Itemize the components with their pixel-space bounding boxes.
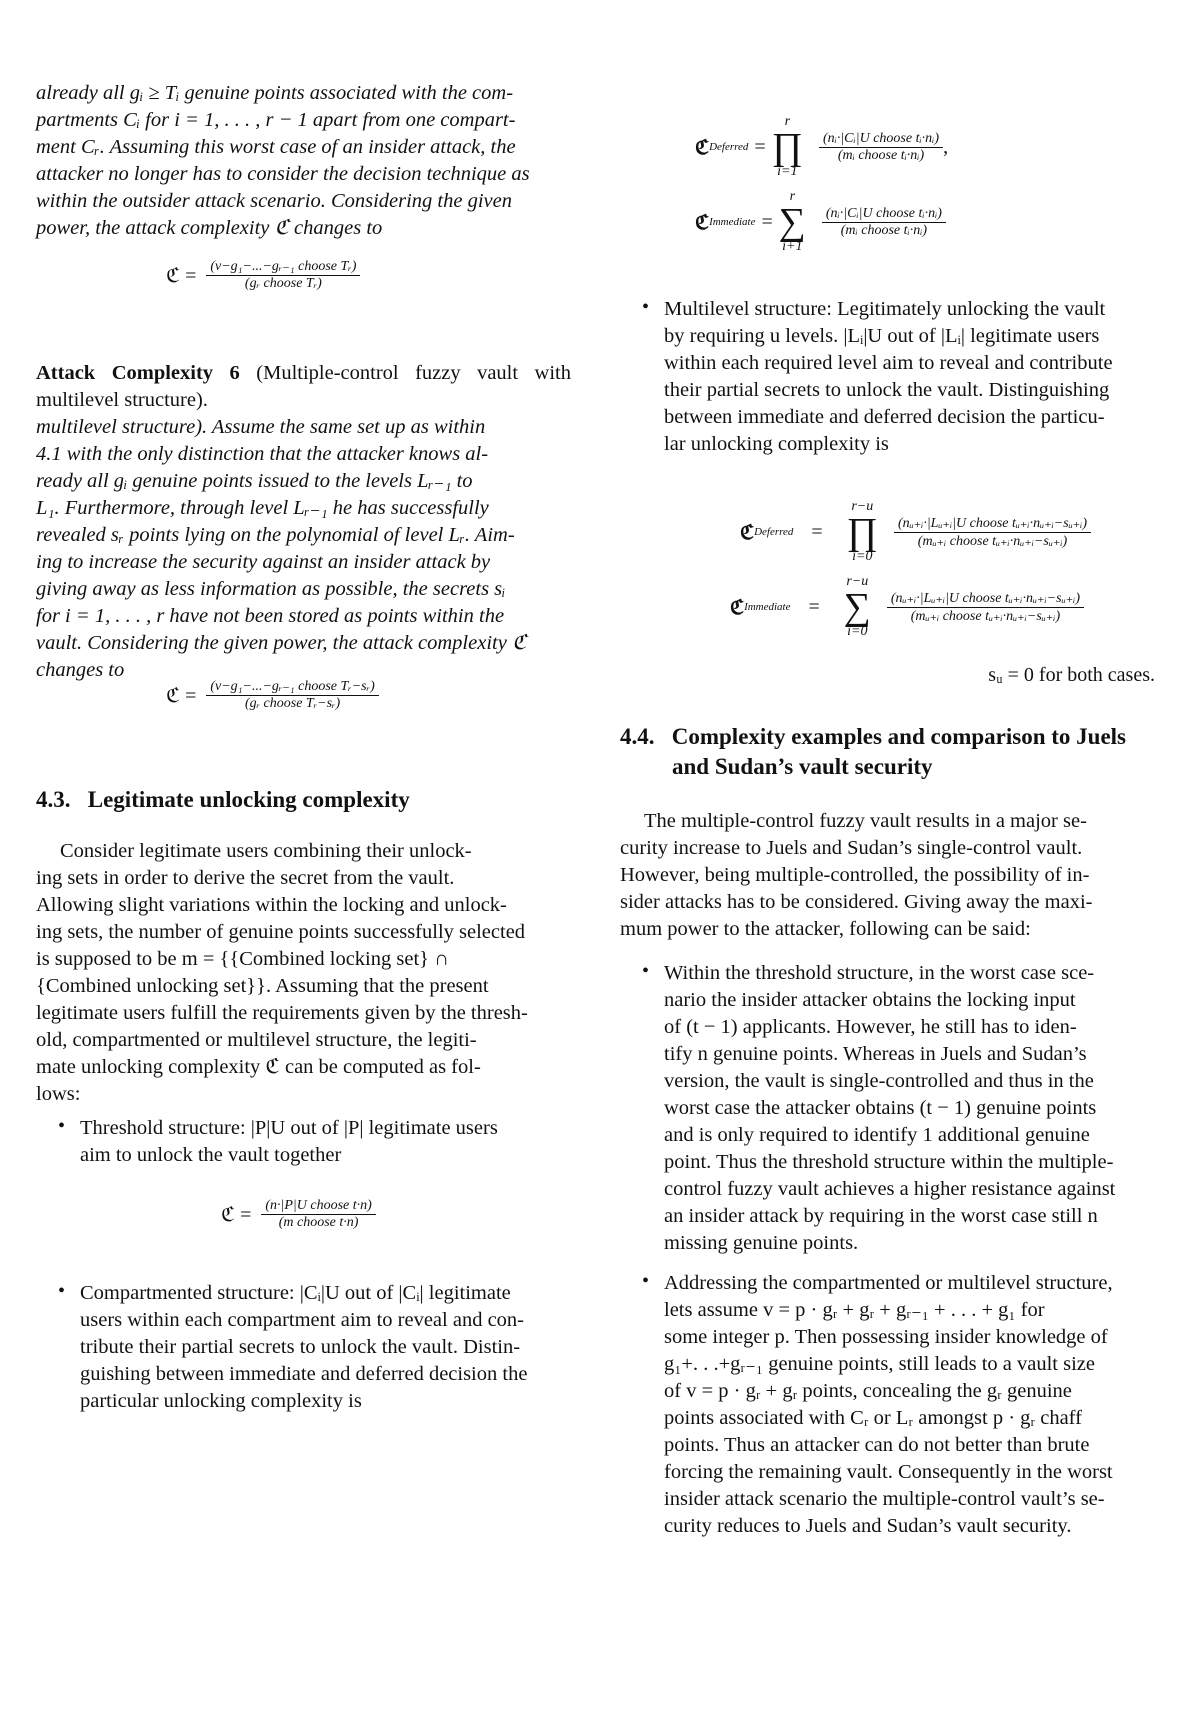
text-line: forcing the remaining vault. Consequently in the worst — [664, 1461, 1113, 1483]
text-line: some integer p. Then possessing insider knowledge of — [664, 1326, 1108, 1348]
numerator: (v−g₁−...−gᵣ₋₁ choose Tᵣ−sᵣ) — [210, 679, 375, 694]
section-heading-4-3 — [36, 785, 410, 815]
fraction — [822, 206, 946, 239]
denominator: (mᵤ₊ᵢ choose tᵤ₊ᵢ·nᵤ₊ᵢ−sᵤ₊ᵢ) — [910, 608, 1061, 624]
text-line: ing to increase the security against an insider attack by — [36, 551, 491, 573]
equation-multilevel-immediate: ℭ Immediate = r−u ∑ i=0 $\frac{\text{(nᵤ₊ᵢ·|Lᵤ₊ᵢ|U choose tᵤ₊ᵢ·nᵤ₊ᵢ−sᵤ₊ᵢ)}}{\text{(mᵤ₊ᵢ choose tᵤ₊ᵢ·nᵤ₊ᵢ−sᵤ₊ᵢ)}}$ — [730, 575, 1084, 639]
section-title-line: Complexity examples and comparison to Juels — [671, 724, 1126, 749]
product-operator — [772, 115, 803, 179]
text-line: lets assume v = p · gᵣ + gᵣ + gᵣ₋₁ + . . . + g₁ for — [664, 1299, 1045, 1321]
text-line: Consider legitimate users combining their unlock- — [60, 840, 472, 862]
equation-multilevel-deferred: ℭ Deferred = r−u ∏ i=0 $\frac{\text{(nᵤ₊ᵢ·|Lᵤ₊ᵢ|U choose tᵤ₊ᵢ·nᵤ₊ᵢ−sᵤ₊ᵢ)}}{\text{(mᵤ₊ᵢ choose tᵤ₊ᵢ·nᵤ₊ᵢ−sᵤ₊ᵢ)}}$ — [740, 500, 1091, 564]
text-line: ment Cᵣ. Assuming this worst case of an insider attack, the — [36, 136, 516, 158]
text-line: giving away as less information as possible, the secrets sᵢ — [36, 578, 506, 600]
text-line: Compartmented structure: |Cᵢ|U out of |Cᵢ| legitimate — [80, 1282, 511, 1304]
text-line — [36, 360, 571, 414]
text-line: between immediate and deferred decision the particu- — [664, 406, 1105, 428]
text-line: insider attack scenario the multiple-control vault’s se- — [664, 1488, 1105, 1510]
text-line: lar unlocking complexity is — [664, 433, 889, 455]
upper-limit: r — [784, 114, 791, 129]
text-line: Addressing the compartmented or multilevel structure, — [664, 1272, 1113, 1294]
numerator: (n·|P|U choose t·n) — [265, 1198, 372, 1213]
text-line: mum power to the attacker, following can be said: — [620, 918, 1031, 940]
complexity-symbol: ℭ — [695, 210, 710, 234]
upper-limit: r−u — [846, 574, 869, 589]
lower-limit: i=1 — [777, 164, 798, 179]
complexity-symbol: ℭ — [740, 520, 755, 544]
text-line: tribute their partial secrets to unlock the vault. Distin- — [80, 1336, 521, 1358]
denominator: (gᵣ choose Tᵣ−sᵣ) — [244, 696, 341, 711]
denominator: (m choose t·n) — [278, 1215, 359, 1230]
comma: , — [943, 135, 949, 158]
text-line: points. Thus an attacker can do not better than brute — [664, 1434, 1090, 1456]
equation-attack-complexity-compartmented — [166, 258, 360, 292]
text-line: changes to — [36, 659, 125, 681]
text-line: their partial secrets to unlock the vault. Distinguishing — [664, 379, 1110, 401]
text-line: multilevel structure). Assume the same set up as within — [36, 416, 486, 438]
lower-limit: i=0 — [852, 549, 873, 564]
text-line: tify n genuine points. Whereas in Juels and Sudan’s — [664, 1043, 1087, 1065]
text-line: The multiple-control fuzzy vault results in a major se- — [644, 810, 1087, 832]
bullet-threshold-insider — [620, 960, 1155, 1257]
text-line: L₁. Furthermore, through level Lᵣ₋₁ he has successfully — [36, 497, 489, 519]
text-line: is supposed to be m = {{Combined locking set} ∩ — [36, 948, 449, 970]
text-line: Within the threshold structure, in the worst case sce- — [664, 962, 1095, 984]
section-title: Legitimate unlocking complexity — [87, 787, 410, 812]
theorem-label: Attack Complexity 6 — [36, 362, 240, 384]
complexity-symbol: ℭ — [695, 135, 710, 159]
equation-compartmented-deferred: ℭ Deferred = r ∏ i=1 $\frac{\text{(nᵢ·|Cᵢ|U choose tᵢ·nᵢ)}}{\text{(mᵢ choose tᵢ·nᵢ)}}$ , — [695, 114, 949, 179]
text-line: control fuzzy vault achieves a higher resistance against — [664, 1178, 1116, 1200]
sum-symbol: ∑ — [843, 586, 871, 628]
text-line: ready all gᵢ genuine points issued to the levels Lᵣ₋₁ to — [36, 470, 473, 492]
paragraph-4-3 — [36, 838, 571, 1108]
text-line: Multilevel structure: Legitimately unlocking the vault — [664, 298, 1106, 320]
text-line: users within each compartment aim to reveal and con- — [80, 1309, 525, 1331]
complexity-symbol: ℭ — [730, 595, 745, 619]
sum-operator — [779, 190, 806, 254]
fraction — [206, 258, 360, 292]
fraction — [206, 678, 378, 712]
bullet-compartmented-multilevel-insider — [620, 1270, 1155, 1540]
text-line: partments Cᵢ for i = 1, . . . , r − 1 apart from one compart- — [36, 109, 516, 131]
bullet-threshold-structure — [36, 1115, 571, 1169]
equation-lhs: ℭ = — [166, 684, 197, 707]
equation-attack-complexity-multilevel — [166, 678, 379, 712]
subscript: Immediate — [709, 216, 756, 228]
equation-lhs: ℭ = — [166, 264, 197, 287]
text-line: sider attacks has to be considered. Giving away the maxi- — [620, 891, 1093, 913]
lower-limit: i+1 — [782, 239, 803, 254]
text-line: revealed sᵣ points lying on the polynomial of level Lᵣ. Aim- — [36, 524, 515, 546]
text-line: worst case the attacker obtains (t − 1) genuine points — [664, 1097, 1097, 1119]
section-heading-4-4 — [620, 722, 1155, 782]
text-line: of v = p · gᵣ + gᵣ points, concealing the gᵣ genuine — [664, 1380, 1072, 1402]
section-number: 4.3. — [36, 787, 71, 812]
upper-limit: r−u — [851, 499, 874, 514]
sum-symbol: ∑ — [778, 201, 806, 243]
subscript: Deferred — [754, 526, 794, 538]
equation-compartmented-immediate: ℭ Immediate = r ∑ i+1 $\frac{\text{(nᵢ·|Cᵢ|U choose tᵢ·nᵢ)}}{\text{(mᵢ choose tᵢ·nᵢ)}}$ — [695, 190, 946, 254]
text-line: already all gᵢ ≥ Tᵢ genuine points associated with the com- — [36, 82, 514, 104]
text-line: 4.1 with the only distinction that the attacker knows al- — [36, 443, 489, 465]
subscript: Deferred — [709, 141, 749, 153]
text-line: within the outsider attack scenario. Considering the given — [36, 190, 512, 212]
text-line: missing genuine points. — [664, 1232, 859, 1254]
attack-complexity-6 — [36, 360, 571, 684]
text-line: for i = 1, . . . , r have not been stored as points within the — [36, 605, 505, 627]
bullet-compartmented-structure — [36, 1280, 571, 1415]
text-line: {Combined unlocking set}}. Assuming that the present — [36, 975, 489, 997]
text-line: legitimate users fulfill the requirements given by the thresh- — [36, 1002, 528, 1024]
bullet-multilevel-structure — [620, 296, 1155, 458]
numerator: (v−g₁−...−gᵣ₋₁ choose Tᵣ) — [210, 259, 357, 274]
intro-paragraph — [36, 80, 571, 242]
numerator: (nᵢ·|Cᵢ|U choose tᵢ·nᵢ) — [822, 130, 940, 146]
text-line: curity increase to Juels and Sudan’s single-control vault. — [620, 837, 1083, 859]
numerator: (nᵢ·|Cᵢ|U choose tᵢ·nᵢ) — [825, 205, 942, 221]
text-line: Allowing slight variations within the locking and unlock- — [36, 894, 507, 916]
section-number: 4.4. — [620, 724, 655, 749]
product-symbol: ∏ — [771, 126, 803, 168]
upper-limit: r — [789, 189, 796, 204]
equation-lhs: ℭ = — [221, 1204, 252, 1226]
denominator: (mᵢ choose tᵢ·nᵢ) — [840, 222, 928, 238]
denominator: (mᵢ choose tᵢ·nᵢ) — [837, 147, 925, 163]
text-line: power, the attack complexity ℭ changes to — [36, 217, 383, 239]
text-line: of (t − 1) applicants. However, he still has to iden- — [664, 1016, 1077, 1038]
text-line: points associated with Cᵣ or Lᵣ amongst p · gᵣ chaff — [664, 1407, 1082, 1429]
product-operator — [847, 500, 878, 564]
subscript: Immediate — [744, 601, 791, 613]
equation-threshold-unlocking — [221, 1198, 376, 1231]
fraction — [819, 131, 943, 164]
bullet-icon: • — [642, 960, 650, 982]
bullet-icon: • — [642, 296, 650, 318]
equation-note: sᵤ = 0 for both cases. — [988, 664, 1155, 686]
text-line: attacker no longer has to consider the decision technique as — [36, 163, 530, 185]
fraction — [887, 590, 1084, 625]
text-line: nario the insider attacker obtains the locking input — [664, 989, 1076, 1011]
fraction — [261, 1198, 375, 1231]
sum-operator — [844, 575, 871, 639]
fraction — [894, 515, 1091, 550]
text-line: guishing between immediate and deferred decision the — [80, 1363, 528, 1385]
product-symbol: ∏ — [846, 511, 878, 553]
denominator: (gᵣ choose Tᵣ) — [244, 276, 322, 291]
text-line: aim to unlock the vault together — [80, 1144, 342, 1166]
text-line: ing sets, the number of genuine points successfully selected — [36, 921, 526, 943]
text-line: g₁+. . .+gᵣ₋₁ genuine points, still leads to a vault size — [664, 1353, 1095, 1375]
text-line: However, being multiple-controlled, the possibility of in- — [620, 864, 1090, 886]
text-line: ing sets in order to derive the secret from the vault. — [36, 867, 455, 889]
bullet-icon: • — [642, 1270, 650, 1292]
text-line: lows: — [36, 1083, 81, 1105]
text-line: an insider attack by requiring in the worst case still n — [664, 1205, 1098, 1227]
theorem-title: (Multiple-control fuzzy vault with multilevel structure). — [36, 362, 571, 411]
bullet-icon: • — [58, 1115, 66, 1137]
text-line: vault. Considering the given power, the attack complexity ℭ — [36, 632, 527, 654]
text-line: curity reduces to Juels and Sudan’s vault security. — [664, 1515, 1072, 1537]
text-line: within each required level aim to reveal and contribute — [664, 352, 1113, 374]
text-line: and is only required to identify 1 additional genuine — [664, 1124, 1090, 1146]
bullet-icon: • — [58, 1280, 66, 1302]
text-line: old, compartmented or multilevel structure, the legiti- — [36, 1029, 477, 1051]
text-line: by requiring u levels. |Lᵢ|U out of |Lᵢ| legitimate users — [664, 325, 1100, 347]
section-title-line: and Sudan’s vault security — [672, 754, 933, 779]
text-line: point. Thus the threshold structure within the multiple- — [664, 1151, 1114, 1173]
text-line: mate unlocking complexity ℭ can be computed as fol- — [36, 1056, 481, 1078]
paragraph-4-4 — [620, 808, 1155, 943]
text-line: version, the vault is single-controlled and thus in the — [664, 1070, 1094, 1092]
denominator: (mᵤ₊ᵢ choose tᵤ₊ᵢ·nᵤ₊ᵢ−sᵤ₊ᵢ) — [917, 533, 1068, 549]
text-line: Threshold structure: |P|U out of |P| legitimate users — [80, 1117, 498, 1139]
numerator: (nᵤ₊ᵢ·|Lᵤ₊ᵢ|U choose tᵤ₊ᵢ·nᵤ₊ᵢ−sᵤ₊ᵢ) — [890, 590, 1080, 606]
lower-limit: i=0 — [847, 624, 868, 639]
numerator: (nᵤ₊ᵢ·|Lᵤ₊ᵢ|U choose tᵤ₊ᵢ·nᵤ₊ᵢ−sᵤ₊ᵢ) — [897, 515, 1088, 531]
text-line: particular unlocking complexity is — [80, 1390, 362, 1412]
